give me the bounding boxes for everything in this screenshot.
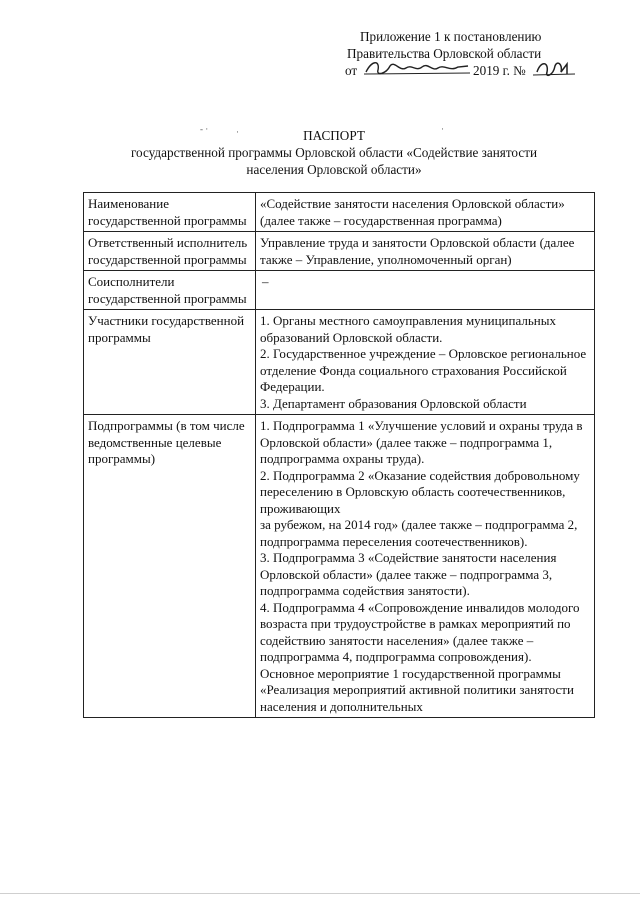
table-row: [84, 310, 595, 415]
annex-prefix: от: [345, 63, 358, 78]
passport-table: [83, 192, 595, 718]
row-label: Ответственный исполнитель государственной программы: [84, 232, 256, 271]
row-value-paragraph: 4. Подпрограмма 4 «Сопровождение инвалидов молодого возраста при трудоустройстве в рамках мероприятий по содействию занятости населения» (далее также – подпрограмма 4, подпрограмма сопровождения).: [260, 599, 580, 664]
annex-header: [345, 28, 605, 80]
row-value: [256, 193, 595, 232]
table-row: [84, 232, 595, 271]
table-row: [84, 271, 595, 310]
row-value-paragraph: –: [262, 274, 269, 289]
row-value-paragraph: «Содействие занятости населения Орловской области» (далее также – государственная программа): [260, 196, 565, 228]
document-title: [84, 127, 584, 178]
row-value-paragraph: за рубежом, на 2014 год» (далее также – подпрограмма 2, подпрограмма переселения соотечественников).: [260, 517, 578, 549]
row-value-paragraph: 3. Подпрограмма 3 «Содействие занятости населения Орловской области» (далее также – подпрограмма 3, подпрограмма содействия занятости).: [260, 550, 557, 598]
scan-speck: ·: [236, 127, 239, 137]
annex-line-1: Приложение 1 к постановлению: [360, 29, 542, 44]
row-value-paragraph: 2. Государственное учреждение – Орловское региональное отделение Фонда социального страхования Российской Федерации.: [260, 346, 587, 394]
handwritten-number: [533, 58, 577, 80]
page-edge-line: [0, 893, 640, 894]
row-label: Участники государственной программы: [84, 310, 256, 415]
table-row: [84, 415, 595, 718]
passport-subtitle-line-2: населения Орловской области»: [246, 162, 422, 177]
handwritten-date-signature: [362, 58, 472, 78]
passport-heading: ПАСПОРТ: [303, 128, 365, 143]
row-label: Наименование государственной программы: [84, 193, 256, 232]
row-value-paragraph: 1. Органы местного самоуправления муниципальных образований Орловской области.: [260, 313, 556, 345]
row-label: Соисполнители государственной программы: [84, 271, 256, 310]
row-value-paragraph: 3. Департамент образования Орловской области: [260, 395, 527, 411]
annex-year-number: 2019 г. №: [473, 63, 526, 78]
scan-speck: ·: [441, 124, 444, 134]
table-row: [84, 193, 595, 232]
row-value-paragraph: 2. Подпрограмма 2 «Оказание содействия добровольному переселению в Орловскую область соотечественников, проживающих: [260, 467, 580, 516]
passport-subtitle-line-1: государственной программы Орловской области «Содействие занятости: [130, 145, 538, 160]
row-value: [256, 415, 595, 718]
row-value: [256, 310, 595, 415]
row-value-paragraph: 1. Подпрограмма 1 «Улучшение условий и охраны труда в Орловской области» (далее также – подпрограмма 1, подпрограмма охраны труда).: [260, 418, 583, 466]
annex-date-line: [345, 62, 605, 80]
annex-line-2: Правительства Орловской области: [347, 46, 542, 61]
scan-speck: - ·: [200, 124, 209, 134]
row-value-paragraph: Основное мероприятие 1 государственной программы «Реализация мероприятий активной политики занятости населения и дополнительных: [260, 665, 574, 714]
row-value: [256, 232, 595, 271]
row-value-paragraph: Управление труда и занятости Орловской области (далее также – Управление, уполномоченный орган): [260, 235, 575, 267]
row-value: [256, 271, 595, 310]
row-label: Подпрограммы (в том числе ведомственные целевые программы): [84, 415, 256, 718]
